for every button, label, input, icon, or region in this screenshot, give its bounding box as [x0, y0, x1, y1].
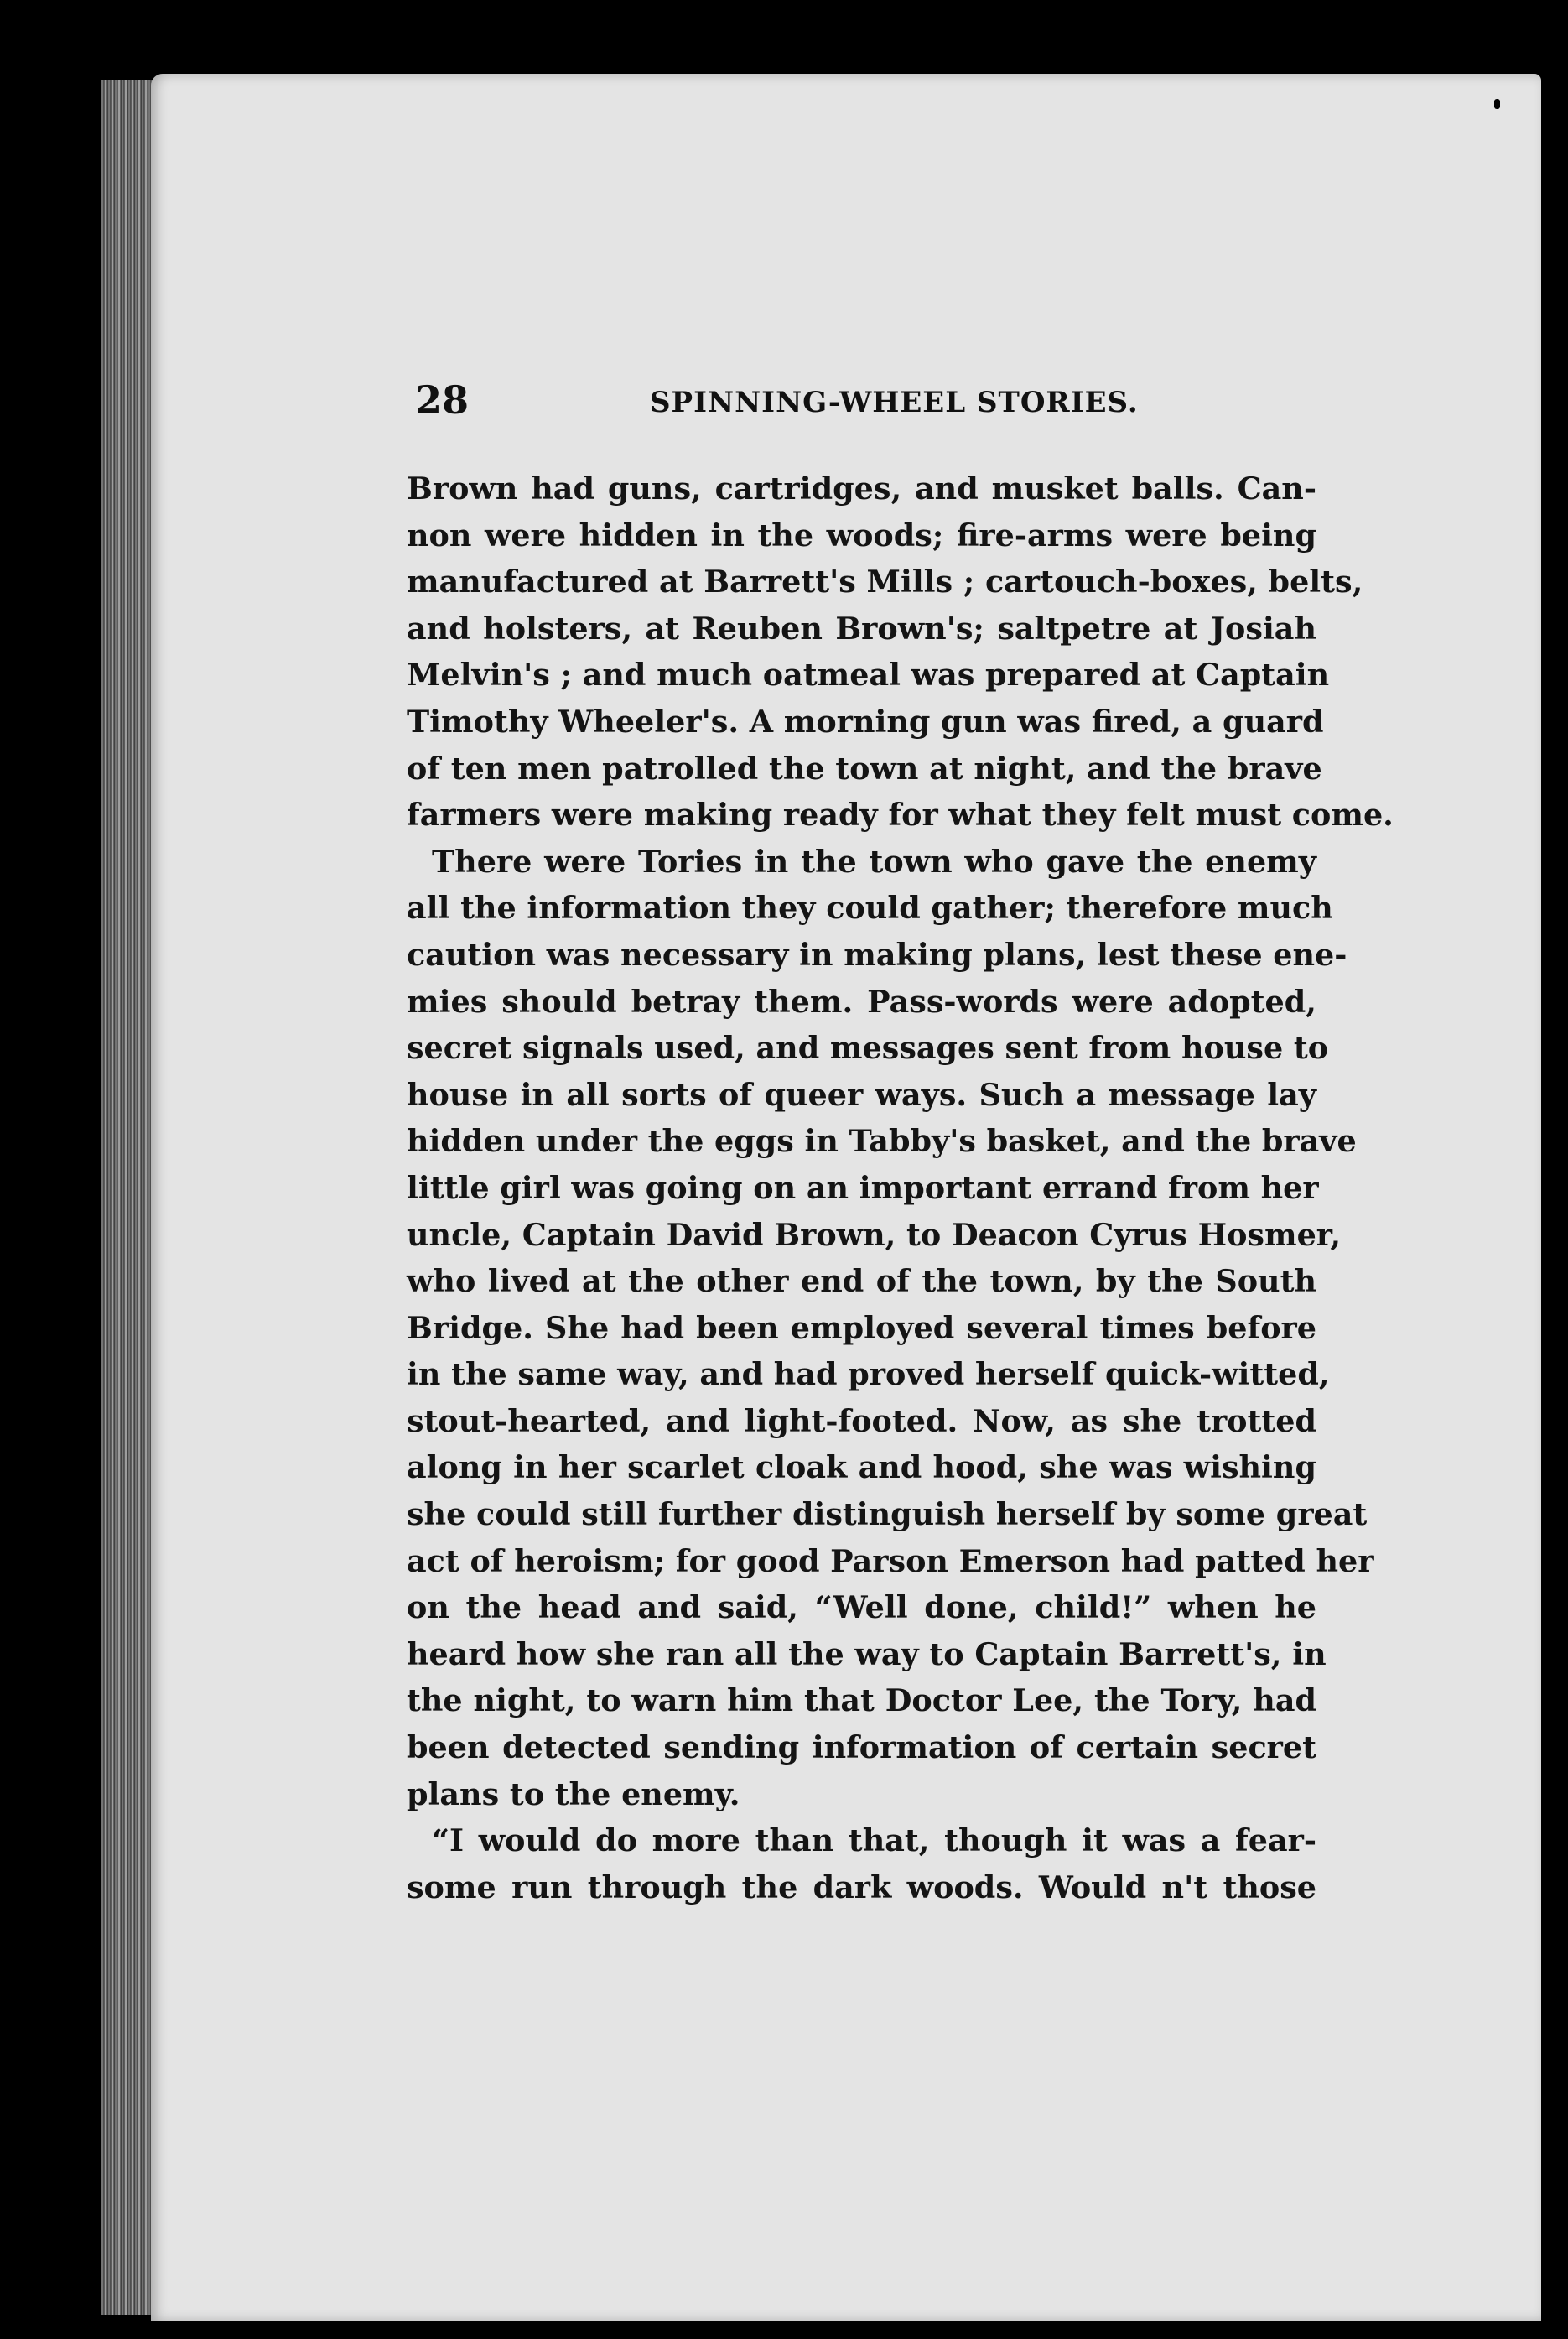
text-line: manufactured at Barrett's Mills ; cartouch-boxes, belts,: [407, 564, 1363, 600]
text-line: the night, to warn him that Doctor Lee, the Tory, had: [407, 1682, 1316, 1719]
text-line: Melvin's ; and much oatmeal was prepared at Captain: [407, 657, 1330, 694]
text-line: stout-hearted, and light-footed. Now, as she trotted: [407, 1402, 1316, 1439]
text-line: Timothy Wheeler's. A morning gun was fired, a guard: [407, 703, 1324, 740]
text-line: who lived at the other end of the town, by the South: [407, 1263, 1316, 1300]
text-line: secret signals used, and messages sent from house to: [407, 1030, 1329, 1067]
margin-speck: [1546, 1349, 1555, 1375]
text-line: some run through the dark woods. Would n't those: [407, 1869, 1316, 1905]
text-line: she could still further distinguish herself by some great: [407, 1496, 1368, 1533]
text-line: caution was necessary in making plans, lest these ene-: [407, 936, 1347, 973]
text-line: been detected sending information of certain secret: [407, 1729, 1316, 1766]
text-line: farmers were making ready for what they felt must come.: [407, 797, 1394, 834]
body-text: [407, 465, 1394, 1910]
text-line: act of heroism; for good Parson Emerson had patted her: [407, 1542, 1374, 1579]
text-line: house in all sorts of queer ways. Such a message lay: [407, 1076, 1316, 1113]
text-line: in the same way, and had proved herself quick-witted,: [407, 1356, 1330, 1393]
margin-speck: [1541, 426, 1548, 433]
text-line: on the head and said, “Well done, child!” when he: [407, 1589, 1316, 1626]
text-line: non were hidden in the woods; fire-arms were being: [407, 517, 1316, 554]
page-header: [415, 377, 1321, 436]
text-line: hidden under the eggs in Tabby's basket, and the brave: [407, 1123, 1357, 1160]
page-number: 28: [415, 377, 470, 423]
text-line: Bridge. She had been employed several times before: [407, 1309, 1316, 1346]
text-line: and holsters, at Reuben Brown's; saltpetre at Josiah: [407, 610, 1316, 647]
text-line: heard how she ran all the way to Captain Barrett's, in: [407, 1635, 1327, 1672]
text-line: mies should betray them. Pass-words were adopted,: [407, 983, 1316, 1020]
running-title: SPINNING-WHEEL STORIES.: [650, 386, 1139, 419]
margin-speck: [1494, 99, 1500, 109]
text-line: There were Tories in the town who gave the enemy: [432, 843, 1316, 880]
text-line: along in her scarlet cloak and hood, she was wishing: [407, 1449, 1316, 1486]
text-line: plans to the enemy.: [407, 1775, 740, 1812]
text-line: all the information they could gather; therefore much: [407, 890, 1333, 927]
text-line: of ten men patrolled the town at night, and the brave: [407, 750, 1322, 787]
text-line: little girl was going on an important errand from her: [407, 1169, 1319, 1206]
text-line: uncle, Captain David Brown, to Deacon Cyrus Hosmer,: [407, 1216, 1342, 1253]
text-line: “I would do more than that, though it was a fear-: [432, 1822, 1316, 1859]
text-line: Brown had guns, cartridges, and musket balls. Can-: [407, 470, 1316, 507]
